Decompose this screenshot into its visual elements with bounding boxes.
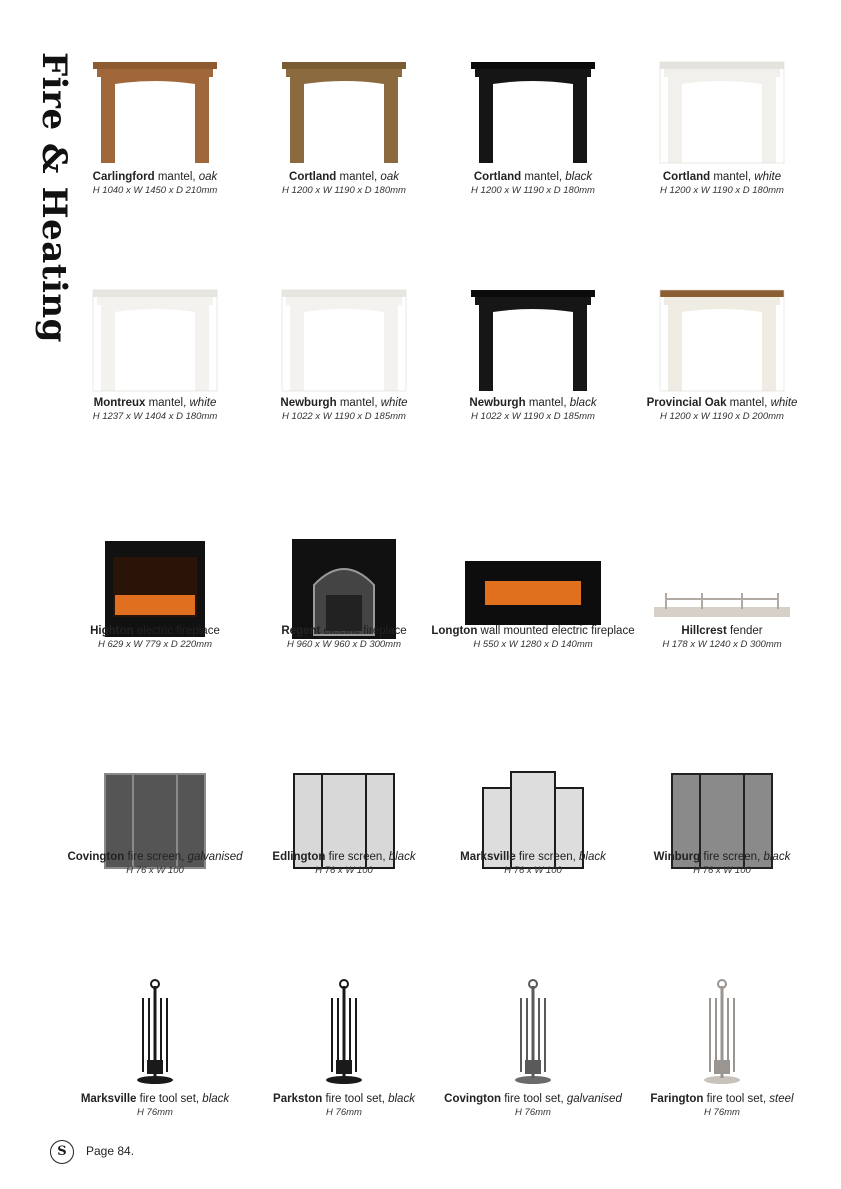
product-type: mantel, [336, 397, 381, 409]
product-type: mantel, [521, 171, 566, 183]
product-variant: white [770, 397, 798, 409]
product-card [627, 40, 817, 210]
product-type: fire tool set, [136, 1093, 203, 1105]
product-card [60, 938, 250, 1118]
product-row [60, 266, 820, 436]
product-type: mantel, [145, 397, 190, 409]
product-card [60, 266, 250, 436]
product-dimensions: H 76 x W 100 [315, 865, 373, 876]
product-dimensions: H 76 x W 100 [504, 865, 562, 876]
product-name: Parkston [273, 1093, 323, 1105]
product-image [274, 286, 414, 396]
product-dimensions: H 1040 x W 1450 x D 210mm [92, 185, 218, 196]
product-variant: galvanised [187, 851, 243, 863]
product-row [60, 716, 820, 886]
product-dimensions: H 1022 x W 1190 x D 185mm [471, 411, 595, 422]
product-name: Carlingford [92, 171, 155, 183]
product-row [60, 40, 820, 210]
product-name: Farington [650, 1093, 704, 1105]
product-variant: black [763, 851, 791, 863]
product-card [249, 40, 439, 210]
product-card [431, 490, 635, 660]
product-variant: white [754, 171, 782, 183]
product-caption [239, 396, 449, 424]
product-name: Newburgh [469, 397, 526, 409]
product-type: mantel, [525, 397, 570, 409]
product-dimensions: H 76mm [137, 1107, 173, 1118]
product-dimensions: H 550 x W 1280 x D 140mm [473, 639, 593, 650]
product-card [627, 938, 817, 1118]
product-name: Hillcrest [681, 625, 727, 637]
product-dimensions: H 76mm [515, 1107, 551, 1118]
product-card [627, 716, 817, 886]
page-number: Page 84. [86, 1144, 135, 1158]
product-caption [50, 396, 260, 424]
product-type: fire tool set, [501, 1093, 567, 1105]
product-type: electric fireplace [320, 625, 407, 637]
product-name: Covington [444, 1093, 502, 1105]
product-variant: white [189, 397, 217, 409]
product-type: fire tool set, [703, 1093, 770, 1105]
product-dimensions: H 1200 x W 1190 x D 200mm [660, 411, 784, 422]
product-card [627, 490, 817, 660]
product-card [60, 716, 250, 886]
product-type: wall mounted electric fireplace [477, 625, 635, 637]
product-card [249, 938, 439, 1118]
product-row [60, 490, 820, 660]
product-caption [617, 396, 827, 424]
product-caption [239, 170, 449, 198]
product-dimensions: H 629 x W 779 x D 220mm [97, 639, 213, 650]
product-caption [428, 1092, 638, 1120]
product-image [274, 976, 414, 1086]
product-dimensions: H 1022 x W 1190 x D 185mm [282, 411, 406, 422]
product-caption [428, 624, 638, 652]
product-image [85, 286, 225, 396]
product-card [438, 266, 628, 436]
product-caption [239, 624, 449, 652]
product-type: fire screen, [700, 851, 764, 863]
product-image [652, 286, 792, 396]
product-dimensions: H 1200 x W 1190 x D 180mm [660, 185, 784, 196]
product-name: Cortland [289, 171, 337, 183]
section-title: Fire & Heating [34, 52, 74, 343]
product-type: electric fireplace [133, 625, 220, 637]
product-caption [617, 1092, 827, 1120]
product-name: Montreux [93, 397, 146, 409]
product-dimensions: H 76 x W 100 [126, 865, 184, 876]
product-image [85, 58, 225, 168]
product-caption [617, 850, 827, 878]
product-image [652, 58, 792, 168]
product-dimensions: H 76mm [704, 1107, 740, 1118]
product-variant: steel [769, 1093, 794, 1105]
product-image [652, 976, 792, 1086]
product-name: Cortland [473, 171, 522, 183]
product-image [463, 976, 603, 1086]
product-caption [239, 850, 449, 878]
product-card [438, 716, 628, 886]
product-name: Winburg [653, 851, 701, 863]
product-card [249, 266, 439, 436]
product-name: Newburgh [280, 397, 337, 409]
product-image [463, 286, 603, 396]
product-caption [50, 1092, 260, 1120]
product-dimensions: H 1237 x W 1404 x D 180mm [92, 411, 218, 422]
product-image [463, 58, 603, 168]
product-variant: oak [380, 171, 399, 183]
product-type: fire screen, [515, 851, 580, 863]
product-name: Regent [281, 625, 321, 637]
product-image [85, 976, 225, 1086]
product-name: Provincial Oak [646, 397, 727, 409]
product-dimensions: H 1200 x W 1190 x D 180mm [282, 185, 406, 196]
product-dimensions: H 960 x W 960 x D 300mm [286, 639, 402, 650]
product-card [438, 938, 628, 1118]
product-type: fender [726, 625, 763, 637]
product-caption [239, 1092, 449, 1120]
product-type: fire screen, [325, 851, 389, 863]
product-caption [428, 850, 638, 878]
product-type: mantel, [710, 171, 755, 183]
product-dimensions: H 76 x W 100 [693, 865, 751, 876]
product-name: Marksville [460, 851, 516, 863]
product-name: Cortland [662, 171, 711, 183]
product-caption [50, 170, 260, 198]
product-row [60, 938, 820, 1118]
product-caption [50, 624, 260, 652]
product-card [627, 266, 817, 436]
product-type: mantel, [154, 171, 199, 183]
product-variant: oak [198, 171, 218, 183]
product-type: mantel, [726, 397, 771, 409]
product-card [60, 490, 250, 660]
product-caption [50, 850, 260, 878]
product-card [60, 40, 250, 210]
product-dimensions: H 178 x W 1240 x D 300mm [662, 639, 782, 650]
product-name: Edlington [272, 851, 326, 863]
product-type: fire tool set, [322, 1093, 389, 1105]
product-caption [428, 170, 638, 198]
product-variant: black [579, 851, 606, 863]
product-caption [428, 396, 638, 424]
product-caption [617, 624, 827, 652]
product-name: Longton [431, 625, 478, 637]
product-variant: black [202, 1093, 230, 1105]
product-variant: galvanised [566, 1093, 622, 1105]
product-caption [617, 170, 827, 198]
product-type: mantel, [336, 171, 381, 183]
product-image [274, 58, 414, 168]
product-variant: black [565, 171, 593, 183]
brand-logo-icon: S [50, 1140, 74, 1164]
product-name: Marksville [80, 1093, 137, 1105]
product-type: fire screen, [124, 851, 188, 863]
product-variant: white [380, 397, 408, 409]
product-variant: black [569, 397, 597, 409]
product-dimensions: H 1200 x W 1190 x D 180mm [471, 185, 595, 196]
product-card [438, 40, 628, 210]
product-name: Highton [90, 625, 134, 637]
product-card [249, 716, 439, 886]
product-card [249, 490, 439, 660]
product-variant: black [388, 1093, 415, 1105]
product-name: Covington [67, 851, 125, 863]
product-dimensions: H 76mm [326, 1107, 362, 1118]
product-variant: black [388, 851, 416, 863]
